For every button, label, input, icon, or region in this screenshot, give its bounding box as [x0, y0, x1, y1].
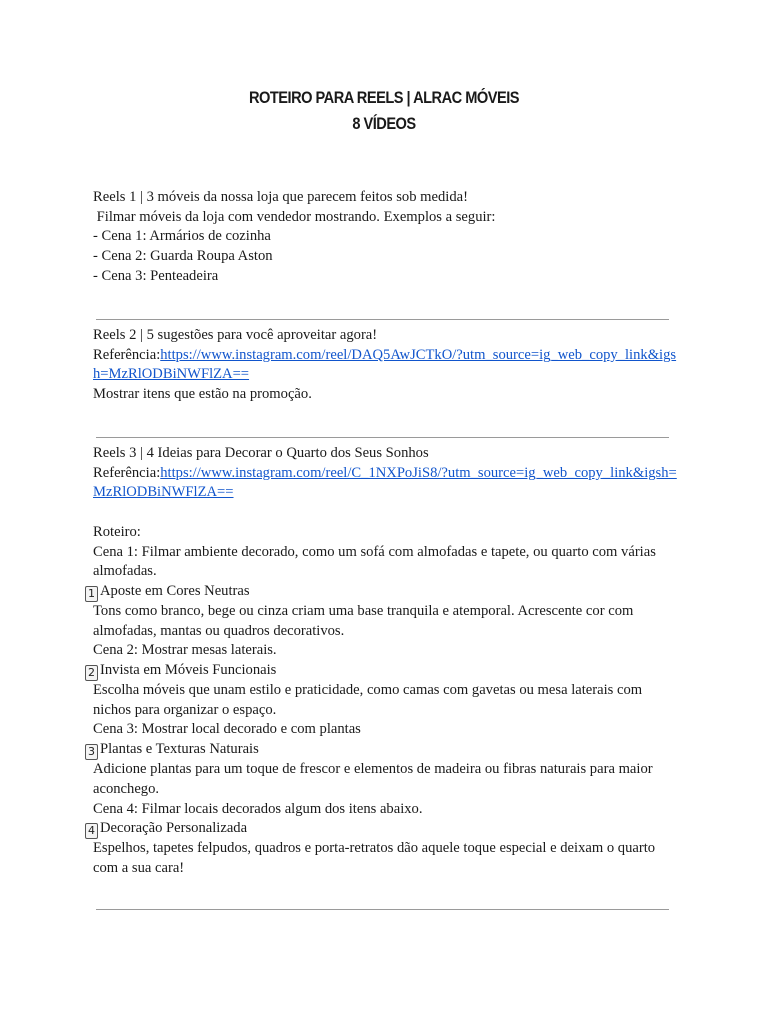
number-3-icon: 3 [85, 744, 98, 760]
roteiro-label: Roteiro: [93, 523, 141, 540]
reels-1-cena-3: - Cena 3: Penteadeira [93, 267, 219, 284]
section-divider [96, 319, 669, 320]
reels-3-cena-2: Cena 2: Mostrar mesas laterais. [93, 642, 277, 659]
item-1-title [88, 582, 678, 602]
item-3-title [88, 740, 678, 760]
reels-3-cena-3: Cena 3: Mostrar local decorado e com plantas [93, 721, 361, 738]
reels-1-heading: Reels 1 | 3 móveis da nossa loja que parecem feitos sob medida! [93, 189, 468, 205]
number-4-icon: 4 [85, 823, 98, 839]
reference-label: Referência: [93, 464, 161, 481]
reels-2-line: Mostrar itens que estão na promoção. [93, 386, 312, 403]
reels-1-cena-2: - Cena 2: Guarda Roupa Aston [93, 248, 273, 265]
item-3-title-text: Plantas e Texturas Naturais [100, 741, 259, 758]
item-4-title [88, 819, 678, 839]
number-1-icon: 1 [85, 586, 98, 602]
document-title: ROTEIRO PARA REELS | ALRAC MÓVEIS [248, 88, 520, 107]
document-subtitle: 8 VÍDEOS [352, 114, 416, 133]
reels-3-cena-1: Cena 1: Filmar ambiente decorado, como um sofá com almofadas e tapete, ou quarto com várias almofadas. [93, 543, 660, 580]
item-3-text: Adicione plantas para um toque de frescor e elementos de madeira ou fibras naturais para maior aconchego. [93, 761, 657, 797]
reference-label: Referência: [93, 346, 161, 363]
reels-1-cena-1: - Cena 1: Armários de cozinha [93, 228, 271, 245]
item-2-title [88, 661, 678, 681]
item-2-text: Escolha móveis que unam estilo e praticidade, como camas com gavetas ou mesa laterais com nichos para organizar o espaço. [93, 682, 646, 718]
item-1-text: Tons como branco, bege ou cinza criam uma base tranquila e atemporal. Acrescente cor com almofadas, mantas ou quadros decorativos. [93, 602, 637, 639]
item-4-title-text: Decoração Personalizada [100, 820, 248, 837]
reels-3-section [88, 444, 678, 879]
reels-3-cena-4: Cena 4: Filmar locais decorados algum dos itens abaixo. [93, 800, 423, 817]
reels-1-line: Filmar móveis da loja com vendedor mostrando. Exemplos a seguir: [93, 208, 496, 225]
reels-3-heading: Reels 3 | 4 Ideias para Decorar o Quarto dos Seus Sonhos [93, 445, 429, 461]
item-4-text: Espelhos, tapetes felpudos, quadros e porta-retratos dão aquele toque especial e deixam o quarto com a sua cara! [93, 840, 659, 876]
reels-2-reference-link[interactable]: https://www.instagram.com/reel/DAQ5AwJCTkO/?utm_source=ig_web_copy_link&igsh=MzRlODBiNWFlZA== [93, 346, 677, 383]
reels-2-section [93, 326, 678, 405]
spacer [93, 503, 678, 523]
number-2-icon: 2 [85, 665, 98, 681]
item-2-title-text: Invista em Móveis Funcionais [100, 662, 277, 679]
section-divider [96, 909, 669, 910]
reels-1-section [93, 188, 678, 287]
reels-3-reference [93, 464, 678, 503]
reels-2-reference [93, 346, 678, 385]
item-1-title-text: Aposte em Cores Neutras [100, 582, 250, 599]
reels-2-heading: Reels 2 | 5 sugestões para você aproveitar agora! [93, 327, 378, 343]
reels-3-reference-link[interactable]: https://www.instagram.com/reel/C_1NXPoJiS8/?utm_source=ig_web_copy_link&igsh=MzRlODBiNWFlZA== [93, 464, 677, 501]
section-divider [96, 437, 669, 438]
